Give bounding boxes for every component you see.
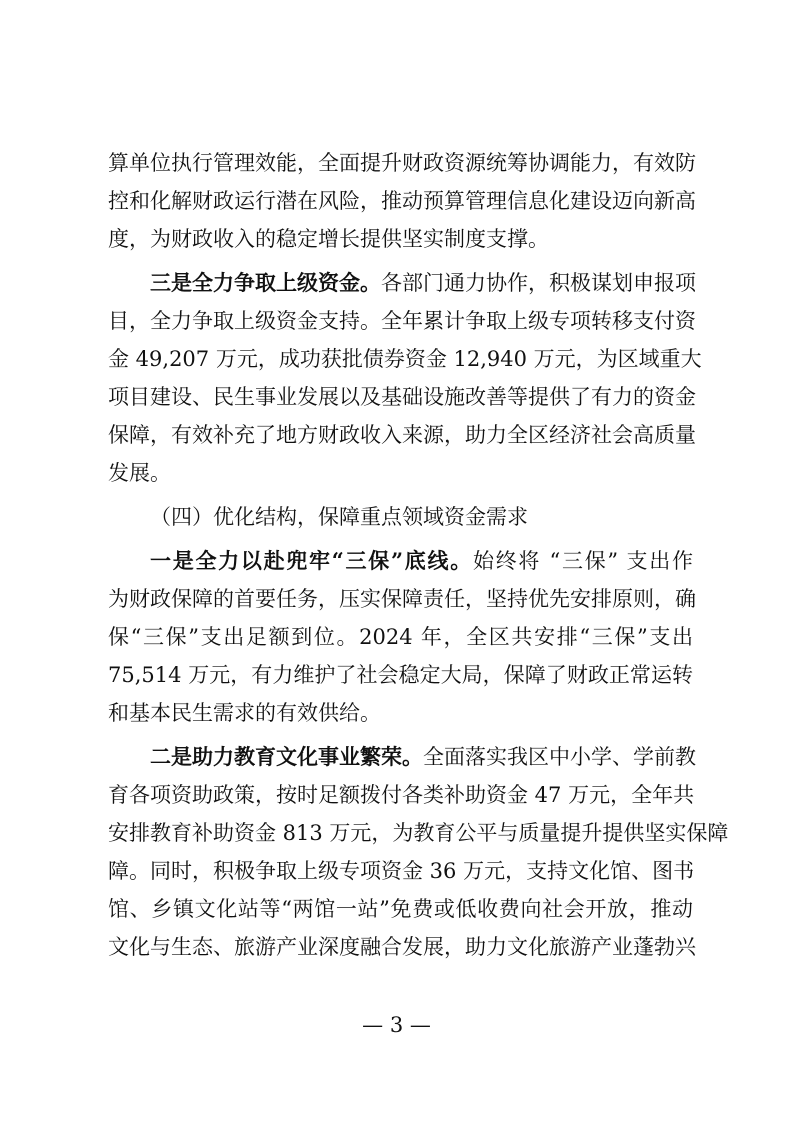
paragraph-first-line (150, 738, 696, 776)
paragraph-text: 始终将 “三保” 支出作 (472, 549, 693, 573)
paragraph-line: 保障，有效补充了地方财政收入来源，助力全区经济社会高质量 (108, 423, 696, 447)
paragraph-line: 保“三保”支出足额到位。2024 年，全区共安排“三保”支出 (108, 625, 693, 649)
paragraph-line: 75,514 万元，有力维护了社会稳定大局，保障了财政正常运转 (108, 663, 693, 687)
paragraph-line: 金 49,207 万元，成功获批债券资金 12,940 万元，为区域重大 (108, 347, 702, 371)
paragraph-lead: 三是全力争取上级资金。 (150, 270, 381, 295)
paragraph-line: 目，全力争取上级资金支持。全年累计争取上级专项转移支付资 (108, 309, 696, 333)
paragraph-line: 育各项资助政策，按时足额拨付各类补助资金 47 万元，全年共 (108, 783, 695, 807)
paragraph-line: 文化与生态、旅游产业深度融合发展，助力文化旅游产业蓬勃兴 (108, 935, 696, 959)
paragraph-line: 障。同时，积极争取上级专项资金 36 万元，支持文化馆、图书 (108, 859, 695, 883)
paragraph-line: 控和化解财政运行潜在风险，推动预算管理信息化建设迈向新高 (108, 189, 696, 213)
paragraph-line: 和基本民生需求的有效供给。 (108, 701, 381, 725)
paragraph-lead: 一是全力以赴兜牢“三保”底线。 (150, 548, 473, 573)
paragraph-first-line (150, 542, 693, 580)
page-number: — 3 — (362, 1013, 431, 1037)
paragraph-line: 安排教育补助资金 813 万元，为教育公平与质量提升提供坚实保障 (108, 821, 729, 845)
paragraph-line: 为财政保障的首要任务，压实保障责任，坚持优先安排原则，确 (108, 587, 696, 611)
paragraph-line: 算单位执行管理效能，全面提升财政资源统筹协调能力，有效防 (108, 151, 696, 175)
paragraph-text: 各部门通力协作，积极谋划申报项 (381, 271, 696, 295)
paragraph-line: 发展。 (108, 461, 171, 485)
paragraph-lead: 二是助力教育文化事业繁荣。 (150, 744, 423, 769)
paragraph-text: 全面落实我区中小学、学前教 (423, 745, 696, 769)
paragraph-first-line (150, 264, 696, 302)
paragraph-line: 度，为财政收入的稳定增长提供坚实制度支撑。 (108, 227, 549, 251)
paragraph-line: 项目建设、民生事业发展以及基础设施改善等提供了有力的资金 (108, 385, 696, 409)
section-heading: （四）优化结构，保障重点领域资金需求 (150, 505, 528, 529)
paragraph-line: 馆、乡镇文化站等“两馆一站”免费或低收费向社会开放，推动 (108, 897, 693, 921)
